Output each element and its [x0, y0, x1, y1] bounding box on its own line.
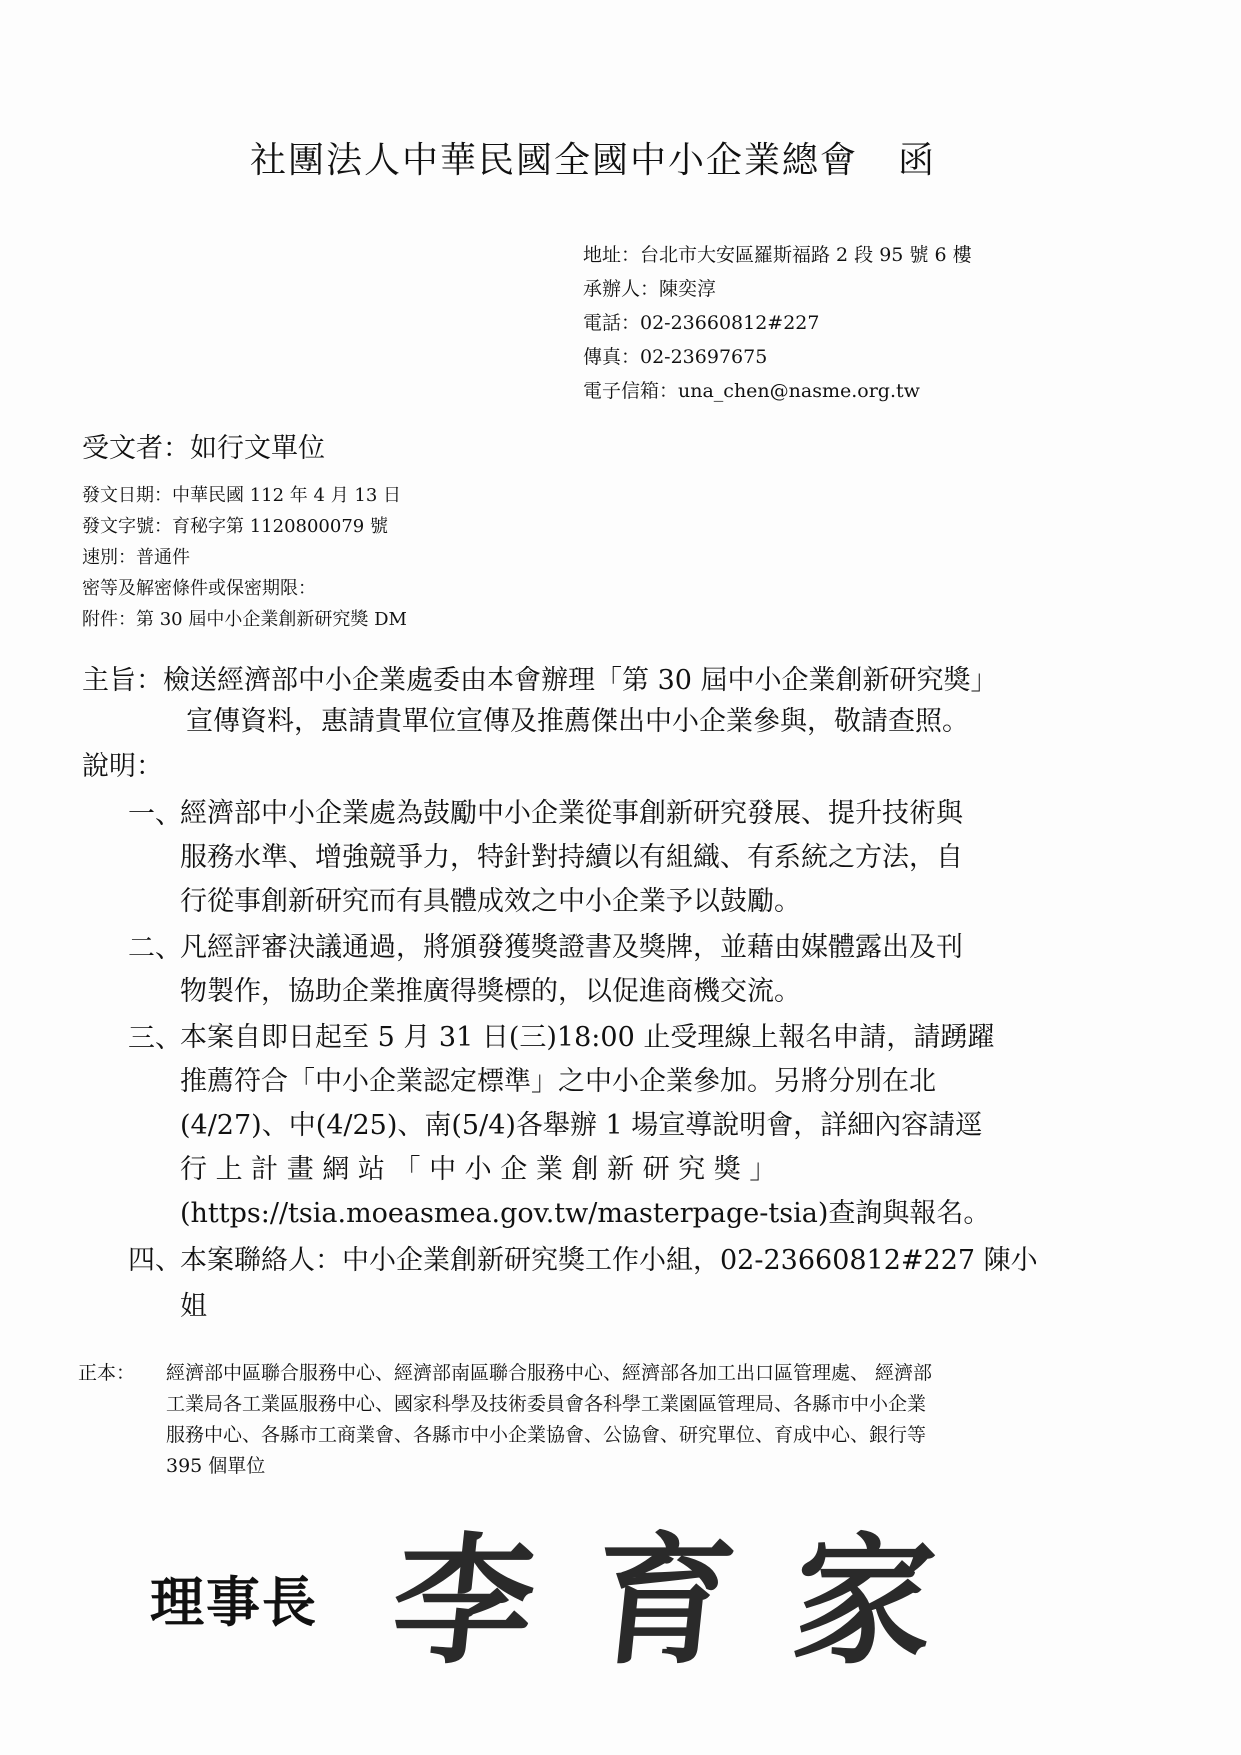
- item-line: 物製作，協助企業推廣得獎標的，以促進商機交流。: [180, 976, 801, 1007]
- item-number: 三、: [128, 1023, 182, 1054]
- item-number: 一、: [128, 799, 182, 830]
- item-line: 服務水準、增強競爭力，特針對持續以有組織、有系統之方法，自: [180, 842, 963, 873]
- item-line: 推薦符合「中小企業認定標準」之中小企業參加。另將分別在北: [180, 1066, 936, 1097]
- item-line: 行 上 計 畫 網 站 「 中 小 企 業 創 新 研 究 獎 」: [180, 1154, 777, 1185]
- distribution-line: 經濟部中區聯合服務中心、經濟部南區聯合服務中心、經濟部各加工出口區管理處、 經濟部: [166, 1362, 933, 1384]
- item-number: 四、: [128, 1245, 182, 1276]
- signature-block: [150, 1490, 1150, 1690]
- item-line: 行從事創新研究而有具體成效之中小企業予以鼓勵。: [180, 886, 801, 917]
- item-line: 本案自即日起至 5 月 31 日(三)18:00 止受理線上報名申請，請踴躍: [180, 1022, 995, 1053]
- attachment: 附件：第 30 屆中小企業創新研究獎 DM: [82, 609, 407, 630]
- document-meta: [82, 480, 407, 635]
- confidentiality: 密等及解密條件或保密期限：: [82, 578, 316, 599]
- item-line: (4/27)、中(4/25)、南(5/4)各舉辦 1 場宣導說明會，詳細內容請逕: [180, 1110, 983, 1141]
- document-title: [250, 132, 1070, 183]
- distribution-list: [78, 1358, 1188, 1482]
- recipient: 受文者：如行文單位: [82, 433, 325, 464]
- subject-section: [82, 660, 1182, 742]
- item-line: (https://tsia.moeasmea.gov.tw/masterpage-tsia)查詢與報名。: [180, 1198, 991, 1229]
- sender-address: 地址：台北市大安區羅斯福路 2 段 95 號 6 樓: [583, 244, 972, 266]
- item-line: 姐: [180, 1291, 207, 1322]
- item-line: 經濟部中小企業處為鼓勵中小企業從事創新研究發展、提升技術與: [180, 798, 963, 829]
- explanation-label: 說明：: [82, 751, 163, 782]
- speed-class: 速別：普通件: [82, 547, 190, 568]
- explanation-item: [128, 1016, 1178, 1236]
- distribution-label: 正本：: [78, 1362, 136, 1384]
- sender-fax: 傳真：02-23697675: [583, 346, 768, 368]
- explanation-item: [128, 926, 1178, 1014]
- distribution-line: 工業局各工業區服務中心、國家科學及技術委員會各科學工業園區管理局、各縣市中小企業: [166, 1393, 927, 1415]
- item-line: 凡經評審決議通過，將頒發獲獎證書及獎牌，並藉由媒體露出及刊: [180, 932, 963, 963]
- distribution-line: 395 個單位: [166, 1455, 266, 1477]
- subject-line: 主旨：檢送經濟部中小企業處委由本會辦理「第 30 屆中小企業創新研究獎」: [82, 665, 998, 696]
- signature-title: 理事長: [150, 1571, 318, 1634]
- document-type: 函: [898, 140, 937, 181]
- subject-line: 宣傳資料，惠請貴單位宣傳及推薦傑出中小企業參與，敬請查照。: [186, 706, 969, 737]
- distribution-line: 服務中心、各縣市工商業會、各縣市中小企業協會、公協會、研究單位、育成中心、銀行等: [166, 1424, 927, 1446]
- issue-date: 發文日期：中華民國 112 年 4 月 13 日: [82, 485, 402, 506]
- sender-info: [583, 238, 972, 408]
- item-line: 本案聯絡人：中小企業創新研究獎工作小組，02-23660812#227 陳小: [180, 1245, 1038, 1276]
- organization-name: 社團法人中華民國全國中小企業總會: [250, 140, 859, 181]
- issue-number: 發文字號：育秘字第 1120800079 號: [82, 516, 388, 537]
- explanation-item: [128, 792, 1178, 924]
- item-number: 二、: [128, 933, 182, 964]
- sender-phone: 電話：02-23660812#227: [583, 312, 820, 334]
- sender-contact-person: 承辦人：陳奕淳: [583, 278, 717, 300]
- explanation-item: [128, 1238, 1178, 1330]
- sender-email: 電子信箱：una_chen@nasme.org.tw: [583, 380, 920, 402]
- explanation-items: [128, 792, 1178, 1330]
- signature-name: 李育家: [385, 1520, 1003, 1684]
